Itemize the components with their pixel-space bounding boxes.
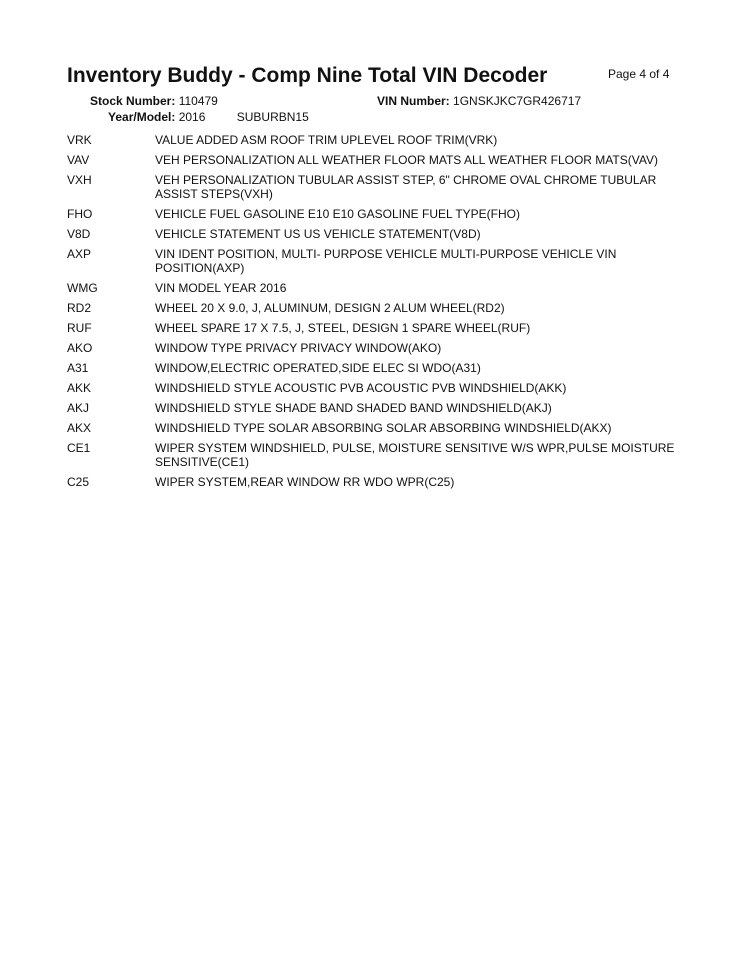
option-description: VALUE ADDED ASM ROOF TRIM UPLEVEL ROOF TRIM(VRK) (155, 133, 498, 147)
list-item (67, 247, 687, 275)
option-code: VXH (67, 173, 92, 187)
option-code: AKJ (67, 401, 90, 415)
list-item (67, 207, 687, 221)
option-description: WINDSHIELD TYPE SOLAR ABSORBING SOLAR ABSORBING WINDSHIELD(AKX) (155, 421, 612, 435)
option-code: AKX (67, 421, 92, 435)
year-model-label: Year/Model: (108, 110, 176, 124)
option-code: VAV (67, 153, 90, 167)
list-item (67, 475, 687, 489)
option-code: RUF (67, 321, 92, 335)
option-code-list (67, 133, 687, 495)
list-item (67, 441, 687, 469)
year-value: 2016 (178, 110, 206, 124)
list-item (67, 401, 687, 415)
vin-number-value: 1GNSKJKC7GR426717 (453, 94, 582, 108)
option-code: AKK (67, 381, 92, 395)
stock-number-label: Stock Number: (90, 94, 176, 108)
option-code: CE1 (67, 441, 91, 455)
list-item (67, 173, 687, 201)
option-code: AXP (67, 247, 92, 261)
option-code: AKO (67, 341, 93, 355)
vin-number-field (377, 94, 581, 108)
option-description: WINDSHIELD STYLE SHADE BAND SHADED BAND WINDSHIELD(AKJ) (155, 401, 552, 415)
option-code: V8D (67, 227, 91, 241)
list-item (67, 227, 687, 241)
option-code: A31 (67, 361, 89, 375)
page-number: Page 4 of 4 (608, 67, 670, 81)
option-description: WHEEL 20 X 9.0, J, ALUMINUM, DESIGN 2 ALUM WHEEL(RD2) (155, 301, 505, 315)
option-description: VEH PERSONALIZATION TUBULAR ASSIST STEP, 6" CHROME OVAL CHROME TUBULAR ASSIST STEPS(VXH) (155, 173, 657, 201)
option-description: WIPER SYSTEM,REAR WINDOW RR WDO WPR(C25) (155, 475, 455, 489)
vin-number-label: VIN Number: (377, 94, 450, 108)
option-description: WINDOW TYPE PRIVACY PRIVACY WINDOW(AKO) (155, 341, 442, 355)
list-item (67, 321, 687, 335)
option-description: VIN MODEL YEAR 2016 (155, 281, 287, 295)
list-item (67, 281, 687, 295)
option-description: WINDSHIELD STYLE ACOUSTIC PVB ACOUSTIC PVB WINDSHIELD(AKK) (155, 381, 567, 395)
option-code: RD2 (67, 301, 92, 315)
option-code: C25 (67, 475, 90, 489)
option-description: WHEEL SPARE 17 X 7.5, J, STEEL, DESIGN 1 SPARE WHEEL(RUF) (155, 321, 531, 335)
option-code: WMG (67, 281, 98, 295)
year-model-field (108, 110, 309, 124)
model-value: SUBURBN15 (236, 110, 309, 124)
option-description: WINDOW,ELECTRIC OPERATED,SIDE ELEC SI WDO(A31) (155, 361, 481, 375)
stock-number-field (90, 94, 218, 108)
option-description: VIN IDENT POSITION, MULTI- PURPOSE VEHICLE MULTI-PURPOSE VEHICLE VIN POSITION(AXP) (155, 247, 617, 275)
option-description: VEH PERSONALIZATION ALL WEATHER FLOOR MATS ALL WEATHER FLOOR MATS(VAV) (155, 153, 658, 167)
option-description: VEHICLE FUEL GASOLINE E10 E10 GASOLINE FUEL TYPE(FHO) (155, 207, 521, 221)
list-item (67, 381, 687, 395)
stock-number-value: 110479 (178, 94, 218, 108)
document-title: Inventory Buddy - Comp Nine Total VIN Decoder (67, 64, 548, 87)
option-description: VEHICLE STATEMENT US US VEHICLE STATEMENT(V8D) (155, 227, 481, 241)
option-description: WIPER SYSTEM WINDSHIELD, PULSE, MOISTURE SENSITIVE W/S WPR,PULSE MOISTURE SENSITIVE(CE1) (155, 441, 675, 469)
list-item (67, 341, 687, 355)
list-item (67, 301, 687, 315)
list-item (67, 361, 687, 375)
list-item (67, 133, 687, 147)
list-item (67, 153, 687, 167)
option-code: VRK (67, 133, 92, 147)
list-item (67, 421, 687, 435)
option-code: FHO (67, 207, 93, 221)
